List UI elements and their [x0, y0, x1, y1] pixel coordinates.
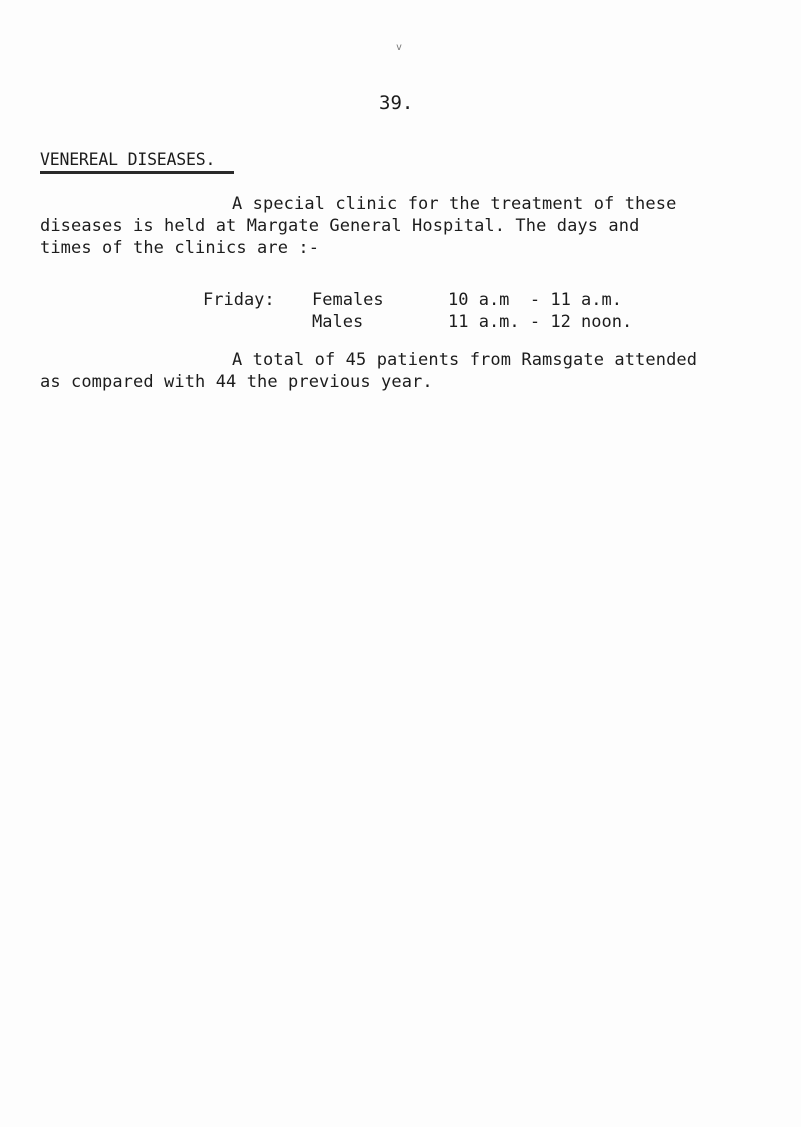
scan-mark: v: [396, 42, 403, 53]
closing-line-1: A total of 45 patients from Ramsgate attended: [232, 350, 698, 370]
schedule-group-males: Males: [312, 312, 364, 332]
schedule-time-females: 10 a.m - 11 a.m.: [448, 290, 622, 310]
section-heading: VENEREAL DISEASES.: [40, 150, 216, 169]
heading-underline: [40, 171, 234, 174]
closing-line-2: as compared with 44 the previous year.: [40, 372, 433, 392]
intro-line-2: diseases is held at Margate General Hospital. The days and: [40, 216, 640, 236]
page-number: 39.: [379, 92, 414, 114]
intro-line-1: A special clinic for the treatment of these: [232, 194, 677, 214]
intro-line-3: times of the clinics are :-: [40, 238, 320, 258]
schedule-time-males: 11 a.m. - 12 noon.: [448, 312, 633, 332]
schedule-day: Friday:: [203, 290, 275, 310]
schedule-group-females: Females: [312, 290, 384, 310]
